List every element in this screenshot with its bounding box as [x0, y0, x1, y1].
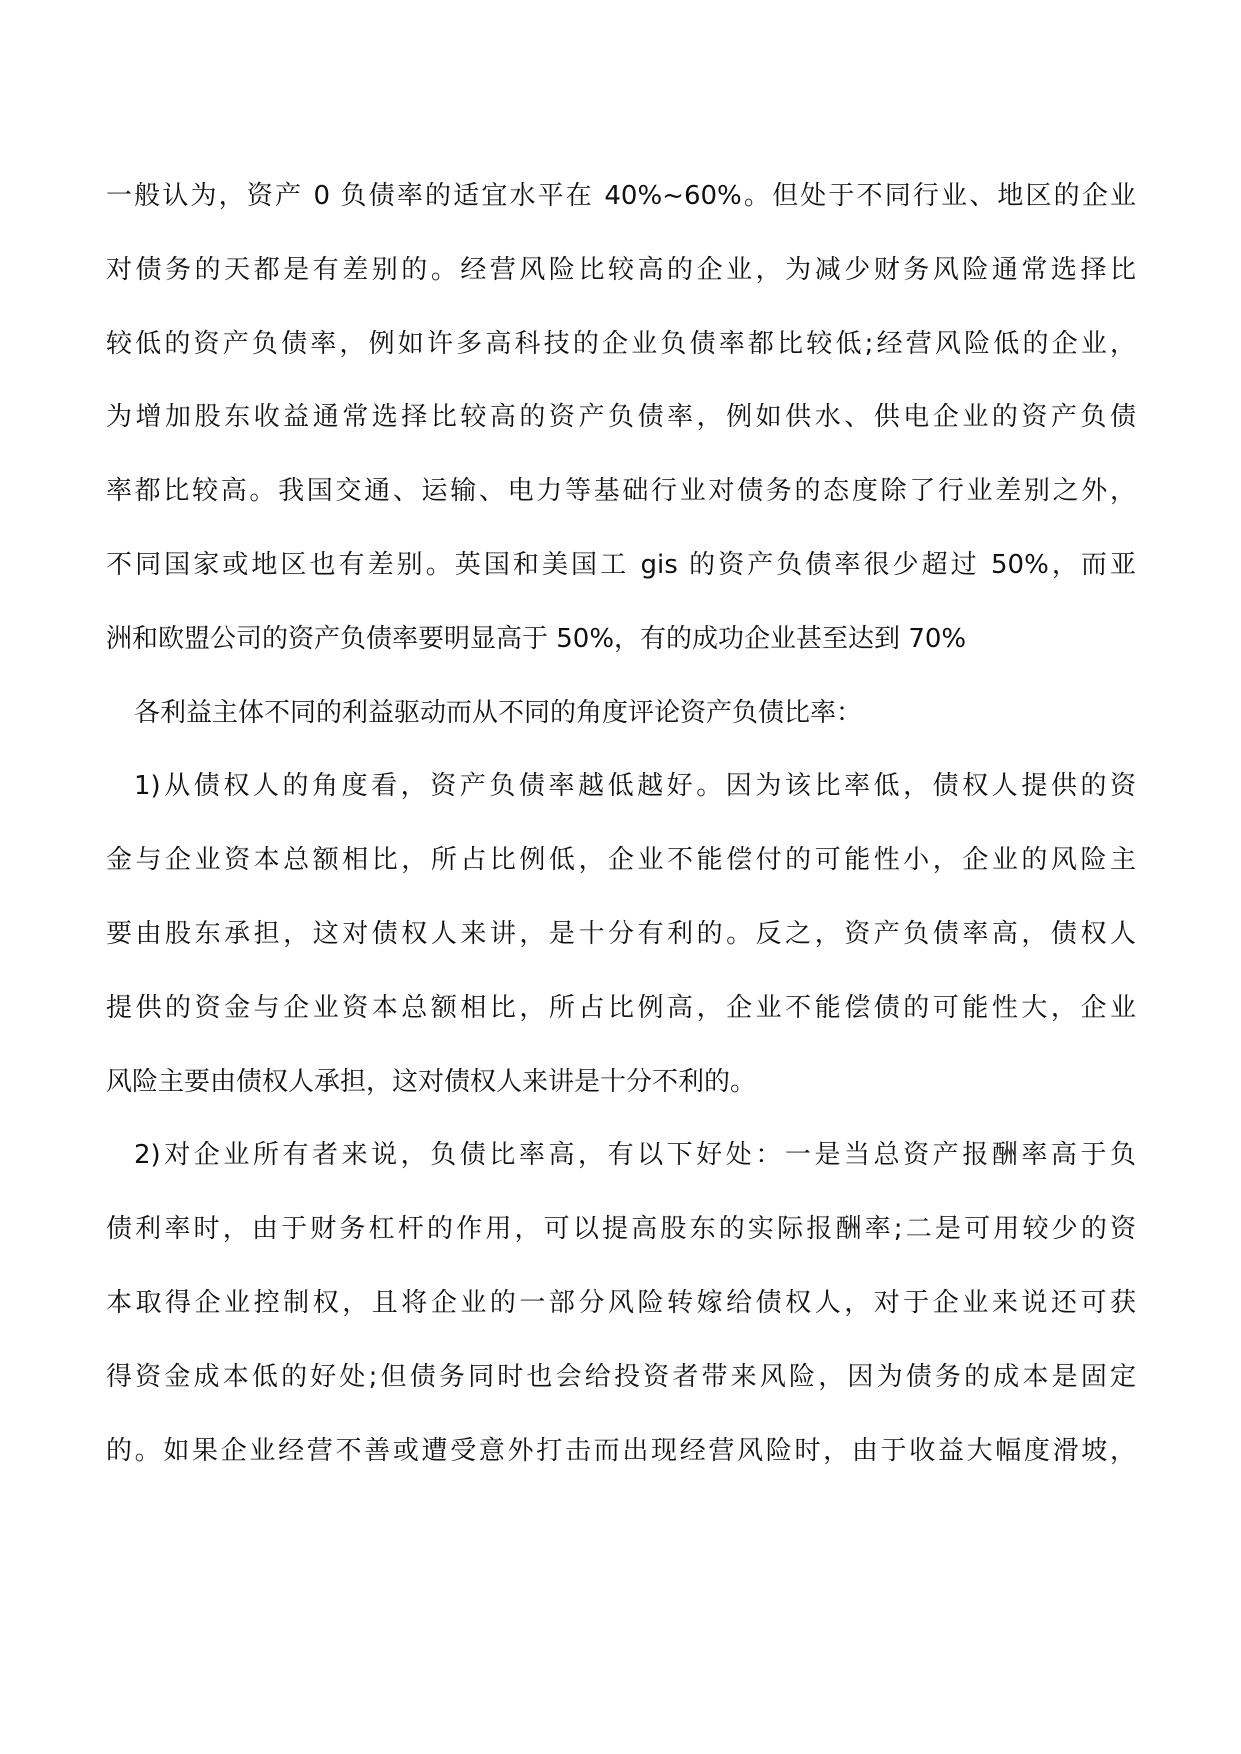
text-line: 为增加股东收益通常选择比较高的资产负债率，例如供水、供电企业的资产负债	[106, 402, 1136, 433]
text-line: 金与企业资本总额相比，所占比例低，企业不能偿付的可能性小，企业的风险主	[106, 845, 1136, 876]
text-line: 本取得企业控制权，且将企业的一部分风险转嫁给债权人，对于企业来说还可获	[106, 1287, 1136, 1318]
text-line: 一般认为，资产 0 负债率的适宜水平在 40%~60%。但处于不同行业、地区的企业	[106, 181, 1136, 211]
text-line: 风险主要由债权人承担，这对债权人来讲是十分不利的。	[106, 1066, 757, 1097]
text-line: 率都比较高。我国交通、运输、电力等基础行业对债务的态度除了行业差别之外，	[106, 476, 1136, 507]
text-line: 对债务的天都是有差别的。经营风险比较高的企业，为减少财务风险通常选择比	[106, 254, 1136, 285]
text-line: 2)对企业所有者来说，负债比率高，有以下好处：一是当总资产报酬率高于负	[134, 1140, 1136, 1171]
text-line: 1)从债权人的角度看，资产负债率越低越好。因为该比率低，债权人提供的资	[134, 771, 1136, 802]
text-line: 债利率时，由于财务杠杆的作用，可以提高股东的实际报酬率;二是可用较少的资	[106, 1214, 1136, 1245]
body-text	[106, 160, 1136, 1488]
text-line: 要由股东承担，这对债权人来讲，是十分有利的。反之，资产负债率高，债权人	[106, 918, 1136, 949]
text-line: 各利益主体不同的利益驱动而从不同的角度评论资产负债比率：	[134, 697, 863, 728]
text-line: 得资金成本低的好处;但债务同时也会给投资者带来风险，因为债务的成本是固定	[106, 1361, 1136, 1392]
text-line: 提供的资金与企业资本总额相比，所占比例高，企业不能偿债的可能性大，企业	[106, 992, 1136, 1023]
text-line: 洲和欧盟公司的资产负债率要明显高于 50%，有的成功企业甚至达到 70%	[106, 623, 967, 654]
text-line: 较低的资产负债率，例如许多高科技的企业负债率都比较低;经营风险低的企业，	[106, 328, 1136, 359]
text-line: 不同国家或地区也有差别。英国和美国工 gis 的资产负债率很少超过 50%，而亚	[106, 549, 1136, 580]
text-line: 的。如果企业经营不善或遭受意外打击而出现经营风险时，由于收益大幅度滑坡，	[106, 1435, 1136, 1466]
